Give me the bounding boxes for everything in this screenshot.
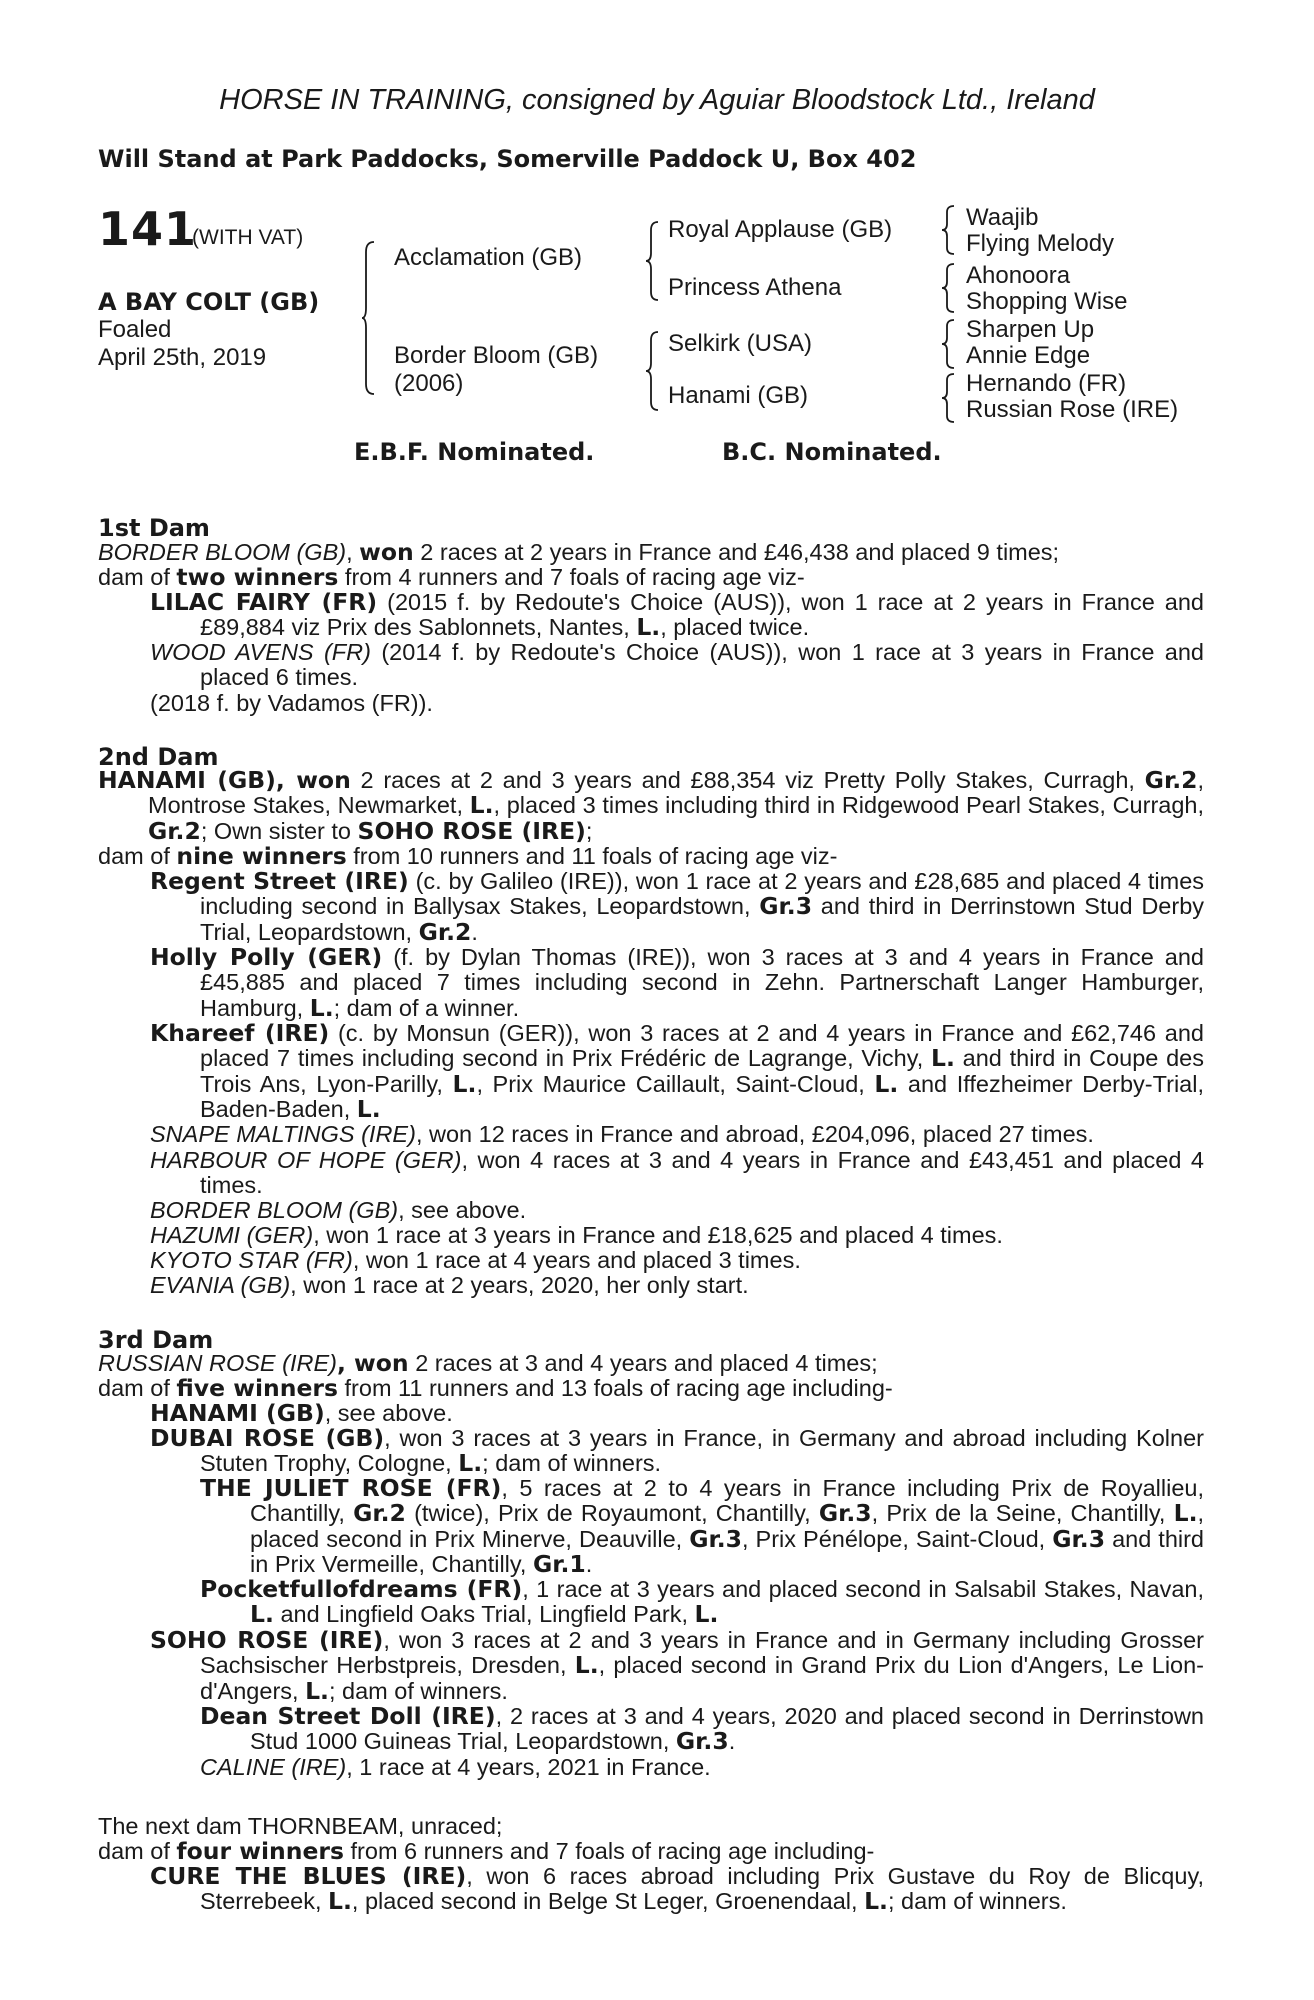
foaled-label: Foaled	[98, 316, 172, 343]
offspring-name: KYOTO STAR (FR)	[150, 1247, 353, 1273]
offspring-text: , 5 races at 2 to 4 years in France including Prix de Royallieu, Chantilly,	[250, 1475, 1205, 1527]
offspring-text: .	[585, 1551, 593, 1578]
lot-description: A BAY COLT (GB)	[98, 288, 320, 316]
pedigree-g6: Annie Edge	[966, 342, 1091, 369]
offspring-text: (c. by Monsun (GER)), won 3 races at 2 and 4 years in France and £62,746 and placed 7 times including second in Prix Frédéric de Lagrange, Vichy,	[200, 1020, 1204, 1072]
first-dam-produce	[98, 565, 1204, 590]
offspring-name: HAZUMI (GER)	[150, 1222, 314, 1248]
lot-number: 141	[98, 202, 198, 256]
offspring-text: , Prix Pénélope, Saint-Cloud,	[742, 1525, 1046, 1552]
pedigree-brace-g4	[942, 372, 956, 424]
third-dam-produce	[98, 1376, 1204, 1401]
first-dam-offspring-2	[150, 639, 1204, 691]
offspring-text: (2015 f. by Redoute's Choice (AUS)), won 1 race at 2 years in France and £89,884 viz Prix des Sablonnets, Nantes,	[200, 589, 1205, 641]
offspring-text: .	[471, 918, 478, 945]
second-dam-offspring-9	[150, 1272, 1204, 1298]
offspring-text: .	[728, 1728, 736, 1755]
offspring-name: DUBAI ROSE (GB)	[150, 1424, 385, 1452]
next-dam-winners: four winners	[176, 1837, 344, 1865]
pedigree-brace-main	[362, 240, 376, 396]
record-text: ; Own sister to	[200, 817, 351, 844]
second-dam-produce	[98, 844, 1204, 869]
second-dam-offspring-6	[150, 1197, 1204, 1223]
produce-suffix: from 10 runners and 11 foals of racing age viz-	[353, 843, 838, 869]
offspring-name: EVANIA (GB)	[150, 1272, 291, 1298]
offspring-text: , placed second in Prix Minerve, Deauville,	[250, 1500, 1205, 1552]
third-dam-offspring-2	[150, 1424, 1204, 1478]
produce-suffix: from 11 runners and 13 foals of racing age including-	[344, 1375, 893, 1401]
offspring-name: HARBOUR OF HOPE (GER)	[150, 1147, 462, 1173]
pedigree-sire-dam: Princess Athena	[668, 274, 842, 301]
grade-tag: Gr.3	[1052, 1524, 1106, 1553]
listed-tag: L.	[458, 1449, 483, 1478]
offspring-text: , won 3 races at 3 years in France, in Germany and abroad including Kolner Stuten Trophy, Cologne,	[200, 1425, 1204, 1477]
listed-tag: L.	[574, 1651, 599, 1680]
grade-tag: Gr.2	[353, 1499, 406, 1528]
pedigree-brace-sire	[646, 220, 660, 302]
listed-tag: L.	[305, 1676, 329, 1705]
produce-suffix: from 6 runners and 7 foals of racing age including-	[350, 1838, 875, 1864]
produce-suffix: from 4 runners and 7 foals of racing age viz-	[344, 564, 805, 590]
offspring-text: and third in Coupe des Trois Ans, Lyon-Parilly,	[200, 1045, 1204, 1097]
offspring-text: , 1 race at 3 years and placed second in Salsabil Stakes, Navan,	[522, 1576, 1204, 1602]
third-dam-won: , won	[336, 1349, 409, 1377]
first-dam-offspring-3	[150, 691, 1204, 716]
offspring-text: , won 1 race at 4 years and placed 3 times.	[352, 1247, 801, 1273]
offspring-text: (f. by Dylan Thomas (IRE)), won 3 races at 3 and 4 years in France and £45,885 and placed 7 times including second in Zehn. Partnerschaft Langer Hamburger, Hamburg,	[200, 944, 1204, 1021]
second-dam-offspring-5	[150, 1147, 1204, 1199]
next-dam-text: The next dam THORNBEAM, unraced;	[98, 1813, 503, 1839]
offspring-text: , placed twice.	[660, 614, 810, 641]
foaled-info	[98, 316, 266, 372]
pedigree-brace-dam	[646, 330, 660, 412]
grade-tag: Gr.3	[689, 1524, 742, 1553]
pedigree-sire-sire: Royal Applause (GB)	[668, 216, 893, 243]
second-dam-offspring-4	[150, 1121, 1204, 1147]
next-dam-offspring-1	[150, 1862, 1204, 1916]
third-dam-grandoffspring-1	[200, 1474, 1205, 1579]
listed-tag: L.	[694, 1600, 719, 1629]
pedigree-g8: Russian Rose (IRE)	[966, 396, 1179, 423]
listed-tag: L.	[636, 613, 661, 642]
first-dam-record: BORDER BLOOM (GB), won 2 races at 2 years in France and £46,438 and placed 9 times;	[98, 538, 1060, 566]
offspring-text: and third in Derrinstown Stud Derby Trial, Leopardstown,	[200, 893, 1205, 945]
offspring-name: WOOD AVENS (FR)	[150, 639, 371, 665]
page-title: HORSE IN TRAINING, consigned by Aguiar Bloodstock Ltd., Ireland	[219, 84, 1095, 116]
offspring-name: Dean Street Doll (IRE)	[200, 1702, 496, 1730]
record-text: ;	[585, 817, 593, 844]
third-dam-offspring-3	[150, 1626, 1205, 1705]
offspring-name: CALINE (IRE)	[200, 1754, 347, 1780]
second-dam-name: HANAMI (GB)	[98, 766, 276, 794]
offspring-text: , won 4 races at 3 and 4 years in France and £43,451 and placed 4 times.	[200, 1147, 1204, 1199]
offspring-text: and Lingfield Oaks Trial, Lingfield Park,	[280, 1601, 688, 1628]
second-dam-winners: nine winners	[176, 842, 347, 870]
pedigree-sire: Acclamation (GB)	[394, 244, 583, 271]
offspring-name: Holly Polly (GER)	[150, 943, 383, 971]
second-dam-offspring-7	[150, 1222, 1204, 1248]
offspring-text: ; dam of a winner.	[333, 994, 520, 1021]
bc-nominated: B.C. Nominated.	[722, 438, 942, 466]
offspring-name: LILAC FAIRY (FR)	[150, 588, 378, 616]
offspring-text: , 1 race at 4 years, 2021 in France.	[346, 1754, 711, 1780]
offspring-text: (2018 f. by Vadamos (FR)).	[150, 690, 433, 716]
offspring-text: , Prix de la Seine, Chantilly,	[871, 1500, 1166, 1527]
listed-tag: L.	[328, 1887, 352, 1916]
third-dam-record	[98, 1351, 1204, 1376]
first-dam-record-text: 2 races at 2 years in France and £46,438 and placed 9 times;	[420, 539, 1060, 565]
second-dam-offspring-2	[150, 943, 1204, 1022]
third-dam-name: RUSSIAN ROSE (IRE)	[98, 1350, 337, 1376]
listed-tag: L.	[1173, 1499, 1198, 1528]
third-dam-grandoffspring-4	[200, 1754, 1204, 1780]
pedigree-g7: Hernando (FR)	[966, 370, 1127, 397]
pedigree-g3: Ahonoora	[966, 262, 1071, 289]
offspring-name: THE JULIET ROSE (FR)	[200, 1474, 502, 1502]
listed-tag: L.	[250, 1600, 274, 1629]
pedigree-dam: Border Bloom (GB)	[394, 342, 599, 369]
offspring-text: , Prix Maurice Caillault, Saint-Cloud,	[476, 1070, 865, 1097]
record-text: 2 races at 2 and 3 years and £88,354 viz Pretty Polly Stakes, Curragh,	[360, 767, 1135, 793]
pedigree-brace-g1	[942, 204, 956, 256]
pedigree-dam-dam: Hanami (GB)	[668, 382, 809, 409]
next-dam-produce	[98, 1839, 1204, 1864]
pedigree-brace-g2	[942, 262, 956, 314]
offspring-name: SOHO ROSE (IRE)	[150, 1626, 384, 1654]
third-dam-grandoffspring-2	[200, 1575, 1204, 1629]
second-dam-won: , won	[275, 766, 351, 794]
foaled-date: April 25th, 2019	[98, 344, 267, 371]
offspring-text: and Iffezheimer Derby-Trial, Baden-Baden,	[200, 1070, 1204, 1123]
offspring-text: ; dam of winners.	[482, 1450, 662, 1477]
offspring-text: (c. by Galileo (IRE)), won 1 race at 2 years and £28,685 and placed 4 times including second in Ballysax Stakes, Leopardstown,	[200, 868, 1205, 920]
second-dam-offspring-8	[150, 1247, 1204, 1273]
produce-prefix: dam of	[98, 1838, 170, 1864]
offspring-text: and third in Prix Vermeille, Chantilly,	[250, 1525, 1205, 1578]
pedigree-g2: Flying Melody	[966, 230, 1115, 257]
pedigree-dam-sire: Selkirk (USA)	[668, 330, 813, 357]
second-dam-record	[98, 766, 1205, 845]
offspring-text: , 2 races at 3 and 4 years, 2020 and placed second in Derrinstown Stud 1000 Guineas Trial, Leopardstown,	[250, 1703, 1204, 1755]
listed-tag: L.	[469, 791, 494, 820]
offspring-name: Pocketfullofdreams (FR)	[200, 1575, 523, 1603]
second-dam-heading: 2nd Dam	[98, 743, 219, 771]
first-dam-name: BORDER BLOOM (GB)	[98, 539, 347, 565]
produce-prefix: dam of	[98, 564, 170, 590]
pedigree-g4: Shopping Wise	[966, 288, 1128, 315]
offspring-name: Khareef (IRE)	[150, 1019, 330, 1047]
pedigree-g1: Waajib	[966, 204, 1039, 231]
ebf-nominated: E.B.F. Nominated.	[354, 438, 595, 466]
offspring-text: ; dam of winners.	[328, 1677, 508, 1704]
stand-location: Will Stand at Park Paddocks, Somerville Paddock U, Box 402	[98, 145, 917, 173]
grade-tag: Gr.3	[818, 1499, 872, 1528]
grade-tag: Gr.2	[148, 816, 201, 845]
first-dam-heading: 1st Dam	[98, 514, 210, 542]
grade-tag: Gr.2	[1144, 766, 1198, 794]
pedigree-g5: Sharpen Up	[966, 316, 1095, 343]
offspring-name: SNAPE MALTINGS (IRE)	[150, 1121, 416, 1147]
offspring-text: , see above.	[398, 1197, 527, 1223]
produce-prefix: dam of	[98, 1375, 170, 1401]
next-dam-line	[98, 1814, 1204, 1839]
grade-tag: Gr.1	[532, 1550, 586, 1579]
third-dam-offspring-1	[150, 1399, 1204, 1427]
listed-tag: L.	[356, 1095, 381, 1124]
record-text: , placed 3 times including third in Ridgewood Pearl Stakes, Curragh,	[493, 792, 1205, 819]
offspring-text: , placed second in Grand Prix du Lion d'Angers, Le Lion-d'Angers,	[200, 1652, 1205, 1704]
listed-tag: L.	[931, 1044, 955, 1073]
offspring-text: , won 6 races abroad including Prix Gustave du Roy de Blicquy, Sterrebeek,	[200, 1863, 1204, 1915]
second-dam-offspring-1	[150, 867, 1205, 946]
listed-tag: L.	[452, 1069, 477, 1098]
record-text: 2 races at 3 and 4 years and placed 4 times;	[415, 1350, 878, 1376]
pedigree-brace-g3	[942, 318, 956, 370]
offspring-name: Regent Street (IRE)	[150, 867, 409, 895]
first-dam-offspring-1	[150, 588, 1205, 642]
offspring-name: CURE THE BLUES (IRE)	[150, 1862, 467, 1890]
first-dam-won: won	[359, 538, 414, 566]
listed-tag: L.	[309, 993, 334, 1022]
grade-tag: Gr.3	[759, 892, 813, 921]
vat-note: (WITH VAT)	[192, 226, 304, 249]
offspring-name: HANAMI (GB)	[150, 1399, 325, 1427]
record-text: , Montrose Stakes, Newmarket,	[148, 767, 1205, 819]
second-dam-offspring-3	[150, 1019, 1204, 1124]
offspring-name: BORDER BLOOM (GB)	[150, 1197, 399, 1223]
offspring-text: (twice), Prix de Royaumont, Chantilly,	[414, 1500, 811, 1527]
offspring-text: , won 12 races in France and abroad, £204,096, placed 27 times.	[415, 1121, 1094, 1147]
grade-tag: Gr.2	[418, 917, 472, 946]
listed-tag: L.	[864, 1887, 888, 1916]
offspring-text: , won 3 races at 2 and 3 years in France and in Germany including Grosser Sachsischer Herbstpreis, Dresden,	[200, 1627, 1204, 1679]
third-dam-winners: five winners	[176, 1374, 338, 1402]
grade-tag: Gr.3	[675, 1727, 729, 1756]
listed-tag: L.	[874, 1069, 899, 1098]
offspring-text: , won 1 race at 3 years in France and £18,625 and placed 4 times.	[313, 1222, 1003, 1248]
third-dam-heading: 3rd Dam	[98, 1326, 214, 1354]
sister-name: SOHO ROSE (IRE)	[357, 816, 586, 845]
first-dam-winners: two winners	[176, 563, 339, 591]
produce-prefix: dam of	[98, 843, 170, 869]
offspring-text: , won 1 race at 2 years, 2020, her only start.	[290, 1272, 749, 1298]
offspring-text: , see above.	[324, 1400, 453, 1426]
offspring-text: ; dam of winners.	[887, 1888, 1067, 1915]
offspring-text: , placed second in Belge St Leger, Groenendaal,	[351, 1888, 858, 1915]
offspring-text: (2014 f. by Redoute's Choice (AUS)), won 1 race at 3 years in France and placed 6 times.	[200, 639, 1204, 691]
third-dam-grandoffspring-3	[200, 1702, 1204, 1756]
pedigree-dam-year: (2006)	[394, 370, 464, 397]
